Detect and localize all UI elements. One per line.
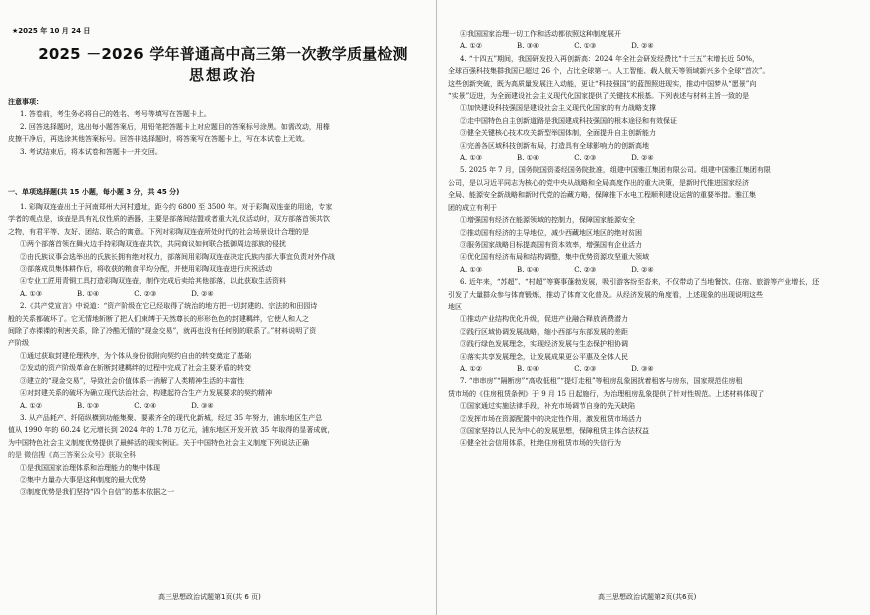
question-line: 3. 从产品耗产、纤陌纵横到功能集聚、要素齐全的现代化新城，经过 35 年努力，浦东地区生产总	[20, 413, 323, 422]
question-line: ①国家通过实施法律手段，补充市场调节自身的先天缺陷	[460, 402, 635, 411]
note-item: 1. 答卷前，考生务必将自己的姓名、考号等填写在答题卡上。	[20, 110, 211, 119]
question-line: A. ①② B. ①④ C. ②③ D. ③④	[460, 364, 654, 373]
question-line: ②走中国特色自主创新道路是我国建成科技强国的根本途径和有效保证	[460, 116, 677, 125]
notes	[8, 96, 428, 158]
question-line: ③践行绿色发展理念，实现经济发展与生态保护相协调	[460, 340, 628, 349]
question-line: 7. “串串房”“隔断房”“高收低租”“提灯走租”等租房乱象困扰着租客与房东，国家规范住房租	[460, 377, 743, 386]
question-line: A. ①② B. ③④ C. ①③ D. ②④	[460, 42, 654, 51]
question-line: ②推动国有经济的主导地位，减少西藏地区地区的绝对贫困	[460, 228, 642, 237]
question-line: 产阶级	[8, 339, 29, 348]
question-line: 般的关系都破坏了。它无情地斩断了把人们束缚于天然尊长的形形色色的封建羁绊，它使人和人之	[8, 314, 309, 323]
notes-heading: 注意事项：	[8, 98, 43, 106]
question-line: 全局、能源安全新战略和新时代党的治藏方略，保障推下水电工程顺利建设运营的重要举措。雅江集	[448, 191, 756, 200]
section-title: 一、单项选择题(共 15 小题，每小题 3 分，共 45 分)	[8, 188, 180, 196]
exam-title: 2025 －2026 学年普通高中高三第一次教学质量检测	[38, 45, 408, 63]
page-footer-left: 高三思想政治试题第1页(共 6 页)	[158, 593, 261, 601]
note-item: 2. 回答选择题时，选出每小题答案后，用铅笔把答题卡上对应题目的答案标号涂黑。如需改动，用橡	[20, 122, 330, 131]
column-divider	[436, 0, 437, 615]
question-line: ②集中力量办大事是这种制度的最大优势	[20, 475, 146, 484]
exam-subject: 思想政治	[188, 66, 257, 84]
question-line: 全球百强科技集群我国已超过 26 个，占比全球第一。人工智能、载人航天等领域新兴多个全球“首次”。	[448, 67, 770, 76]
question-line: 引发了大量群众参与体育锻炼，推动了体育文化普及。从经济发展的角度看，上述现象的出现说明这些	[448, 290, 763, 299]
note-item: 3. 考试结束后，将本试卷和答题卡一并交回。	[20, 147, 162, 156]
question-line: 这些创新突破，既为高质量发展注入动能，更让“科技强国”的蓝图照进现实，推动中国梦从“愿景”向	[448, 79, 757, 88]
question-line: ④完善各区域科技创新布局，打造具有全球影响力的创新高地	[460, 141, 649, 150]
question-line: ①通过获取封建伦理秩序，为个体从身份依附向契约自由的转变奠定了基础	[20, 351, 251, 360]
question-line: ④专业工匠用青铜工具打造彩陶双连壶，制作完成后卖给其他部落，以此获取生活资料	[20, 277, 286, 286]
question-line: ④对封建关系的破坏为确立现代法治社会，构建起符合生产力发展要求的契约精神	[20, 389, 272, 398]
question-line: 5. 2025 年 7 月，国务院国资委经国务院批准，组建中国雅江集团有限公司。组建中国雅江集团有限	[460, 166, 771, 175]
question-line: ①增强国有经济在能源领域的控制力，保障国家能源安全	[460, 216, 635, 225]
question-line: 为中国特色社会主义制度优势提供了最鲜活的现实例证。关于中国特色社会主义制度下列说法正确	[8, 438, 309, 447]
question-line: 的是 微信搜《高三答案公众号》获取全科	[8, 451, 137, 460]
question-line: A. ①③ B. ①④ C. ②③ D. ②④	[20, 289, 214, 298]
left-page	[8, 0, 426, 615]
question-line: 之物，有君平等、友好、团结、联合的寓意。下列对彩陶双连壶所处时代的社会场景设计合理的是	[8, 227, 309, 236]
question-line: ①加快建设科技强国是建设社会主义现代化国家的有力战略支撑	[460, 104, 656, 113]
section-heading	[8, 186, 428, 198]
question-line: ①两个部落首领在舞火边手持彩陶双连壶共饮，共同商议如何联合抵御周边部族的侵扰	[20, 240, 286, 249]
question-line: ①是我国国家治理体系和治理能力的集中体现	[20, 463, 160, 472]
question-line: 学者的观点是，该壶是具有礼仪性质的酒器，主要是部落间结盟或者重大礼仪活动时，双方部落首领共饮	[8, 215, 330, 224]
question-line: 间除了赤裸裸的利害关系，除了冷酷无情的“现金交易”，就再也没有任何别的联系了。”材料说明了资	[8, 327, 317, 336]
question-line: ②践行区域协调发展战略，缩小西部与东部发展的差距	[460, 327, 628, 336]
left-questions	[8, 201, 428, 499]
question-line: A. ①③ B. ①④ C. ②③ D. ②④	[460, 154, 654, 163]
question-line: 值从 1990 年的 60.24 亿元增长到 2024 年的 1.78 万亿元，浦东地区开发开放 35 年取得的显著成就，	[8, 426, 335, 435]
right-questions	[448, 28, 868, 450]
question-line: ②发动的资产阶级革命在斩断封建羁绊的过程中完成了社会主要矛盾的转变	[20, 364, 251, 373]
question-line: ③建立的“现金交易”，导致社会价值体系一消解了人类精神生活的丰富性	[20, 376, 245, 385]
question-line: ①推动产业结构优化升级，促进产业融合释放消费潜力	[460, 315, 628, 324]
question-line: “实景”迈进，为全面建设社会主义现代化国家提供了关键技术根基。下列表述与材料主旨一致的是	[448, 92, 750, 101]
question-line: 团的成立有利于	[448, 203, 497, 212]
question-line: 6. 近年来，“苏超”、“村超”等赛事蓬勃发展，吸引游客纷至沓来，不仅带动了当地餐饮、住宿、旅游等产业增长，还	[460, 278, 820, 287]
right-page	[448, 0, 866, 615]
question-line: 2.《共产党宣言》中说道：“资产阶级在它已经取得了统治的地方把一切封建的、宗法的和田园诗	[20, 302, 318, 311]
question-line: 赁市场的《住房租赁条例》于 9 月 15 日起施行，为治理租房乱象提供了针对性规范。上述材料体现了	[448, 389, 765, 398]
question-line: ③服务国家战略目标提高国有资本效率，增强国有企业活力	[460, 240, 642, 249]
question-line: ④落实共享发展理念，让发展成果更公平惠及全体人民	[460, 352, 628, 361]
question-line: ②发挥市场在资源配置中的决定性作用，激发租赁市场活力	[460, 414, 642, 423]
question-line: ④我国国家治理一切工作和活动都依照这种制度展开	[460, 30, 621, 38]
question-line: 公司，是以习近平同志为核心的党中央从战略和全局高度作出的重大决策，是新时代推进国家经济	[448, 178, 749, 187]
question-line: ③国家坚持以人民为中心的发展思想，保障租赁主体合法权益	[460, 427, 649, 435]
question-line: 地区	[448, 302, 462, 311]
question-line: ②由氏族议事会选举出的氏族长拥有绝对权力，部落间用彩陶双连壶决定氏族内部大事宜负责对外作战	[20, 252, 335, 261]
note-item: 皮擦干净后，再选涂其他答案标号。回答非选择题时，将答案写在答题卡上，写在本试卷上无效。	[8, 135, 309, 144]
page-footer-right: 高三思想政治试题第2页(共6页)	[598, 593, 697, 601]
question-line: A. ①③ B. ①④ C. ②③ D. ②④	[460, 265, 654, 274]
question-line: A. ①② B. ①③ C. ②④ D. ③④	[20, 401, 214, 410]
question-line: ③部落成员集体耕作后，将收获的粮食平均分配，并使用彩陶双连壶进行庆祝活动	[20, 265, 272, 274]
question-line: ④健全社会信用体系，杜绝住房租赁市场的失信行为	[460, 439, 621, 448]
question-line: ④优化国有经济布局和结构调整，集中优势资源攻坚重大领域	[460, 253, 649, 262]
question-line: ③制度优势是我们坚持“四个自信”的基本依据之一	[20, 488, 175, 497]
exam-date: ★2025 年 10 月 24 日	[12, 27, 91, 35]
question-line: 4. “十四五”期间，我国研发投入再创新高：2024 年全社会研发经费比“十三五”末增长近 50%，	[460, 54, 760, 63]
question-line: 1. 彩陶双连壶出土于河南郑州大河村遗址，距今约 6800 至 3500 年。对于彩陶双连壶的用途，专家	[20, 203, 333, 211]
question-line: ③健全关键核心技术攻关新型举国体制，全面提升自主创新能力	[460, 129, 656, 138]
